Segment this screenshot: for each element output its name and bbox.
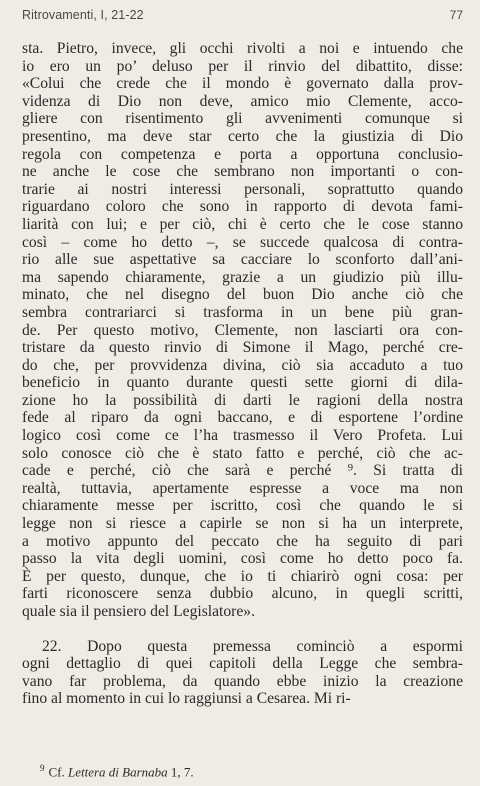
text-line: sta. Pietro, invece, gli occhi rivolti a noi e intuendo che bbox=[22, 40, 463, 57]
footnote-prefix: Cf. bbox=[48, 764, 65, 780]
text-line: sembra contrariarci si trasforma in un bene più gran- bbox=[22, 303, 463, 321]
text-line: legge non si riesce a capirle se non si ha un interprete, bbox=[22, 515, 463, 533]
text-line: io ero un po’ deluso per il rinvio del dibattito, disse: bbox=[22, 57, 463, 75]
text-line: chiaramente messe per iscritto, così che quando le si bbox=[22, 497, 463, 515]
body-text bbox=[22, 40, 463, 708]
text-line: a motivo appunto del peccato che ha seguito di pari bbox=[22, 532, 463, 550]
text-line: liarità con lui; e per ciò, chi è certo che le cose stanno bbox=[22, 215, 463, 233]
footnote-reference: 1, 7. bbox=[170, 764, 194, 780]
text-line: tristare da questo rinvio di Simone il Mago, perché cre- bbox=[22, 339, 463, 357]
text-line: de. Per questo motivo, Clemente, non lasciarti ora con- bbox=[22, 321, 463, 339]
text-line: fino al momento in cui lo raggiunsi a Cesarea. Mi ri- bbox=[22, 690, 351, 708]
text-line: farti riconoscere senza dubbio alcuno, in quegli scritti, bbox=[22, 585, 463, 603]
page-number: 77 bbox=[449, 8, 463, 22]
text-line: vano far problema, da quando ebbe inizio la creazione bbox=[22, 672, 463, 690]
text-line: 22. Dopo questa premessa cominciò a espormi bbox=[42, 637, 463, 655]
footnote-work-title: Lettera di Barnaba bbox=[68, 764, 168, 780]
text-line: trarie ai nostri interessi personali, soprattutto quando bbox=[22, 180, 463, 198]
text-line: ne anche le cose che sembrano non importanti o con- bbox=[22, 163, 463, 181]
text-line: ma sapendo chiaramente, grazie a un giudizio più illu- bbox=[22, 268, 463, 286]
text-line: minato, che nel disegno del buon Dio anche ciò che bbox=[22, 286, 463, 304]
text-line: beneficio in quanto durante questi sette giorni di dila- bbox=[22, 374, 463, 392]
text-line: zione ho la possibilità di darti le ragioni della nostra bbox=[22, 391, 463, 409]
running-head-title: Ritrovamenti, I, 21-22 bbox=[22, 8, 144, 22]
text-line: gliere con risentimento gli avvenimenti comunque si bbox=[22, 110, 463, 128]
text-line: È per questo, dunque, che io ti chiarirò ogni cosa: per bbox=[22, 567, 463, 585]
text-line: realtà, tuttavia, apertamente espresse a voce ma non bbox=[22, 479, 463, 497]
text-line: fede al riparo da ogni baccano, e di esportene l’ordine bbox=[22, 409, 463, 427]
text-line: «Colui che crede che il mondo è governato dalla prov- bbox=[22, 75, 463, 93]
paragraph-22 bbox=[22, 638, 463, 708]
text-line: rio alle sue aspettative sa cacciare lo sconforto dall’ani- bbox=[22, 251, 463, 269]
paragraph-21 bbox=[22, 40, 463, 621]
footnote-number: 9 bbox=[40, 763, 45, 773]
text-line: riguardano coloro che sono in rapporto di devota fami- bbox=[22, 198, 463, 216]
text-line: regola con competenza e porta a opportuna conclusio- bbox=[22, 145, 463, 163]
text-line: solo conosce ciò che è stato fatto e perché, ciò che ac- bbox=[22, 444, 463, 462]
text-line: quale sia il pensiero del Legislatore». bbox=[22, 603, 255, 620]
text-line: ogni dettaglio di quei capitoli della Legge che sembra- bbox=[22, 655, 463, 673]
text-line: cade e perché, ciò che sarà e perché ⁹. Si tratta di bbox=[22, 462, 463, 480]
text-line: così – come ho detto –, se succede qualcosa di contra- bbox=[22, 233, 463, 251]
text-line: presentino, ma deve star certo che la giustizia di Dio bbox=[22, 127, 463, 145]
text-line: do che, per provvidenza divina, ciò sia accaduto a tuo bbox=[22, 356, 463, 374]
text-line: videnza di Dio non deve, amico mio Clemente, acco- bbox=[22, 92, 463, 110]
running-head bbox=[22, 8, 463, 26]
footnote bbox=[40, 763, 194, 780]
text-line: logico così come ce l’ha trasmesso il Vero Profeta. Lui bbox=[22, 427, 463, 445]
text-line: passo la vita degli uomini, così come ho detto poco fa. bbox=[22, 550, 463, 568]
